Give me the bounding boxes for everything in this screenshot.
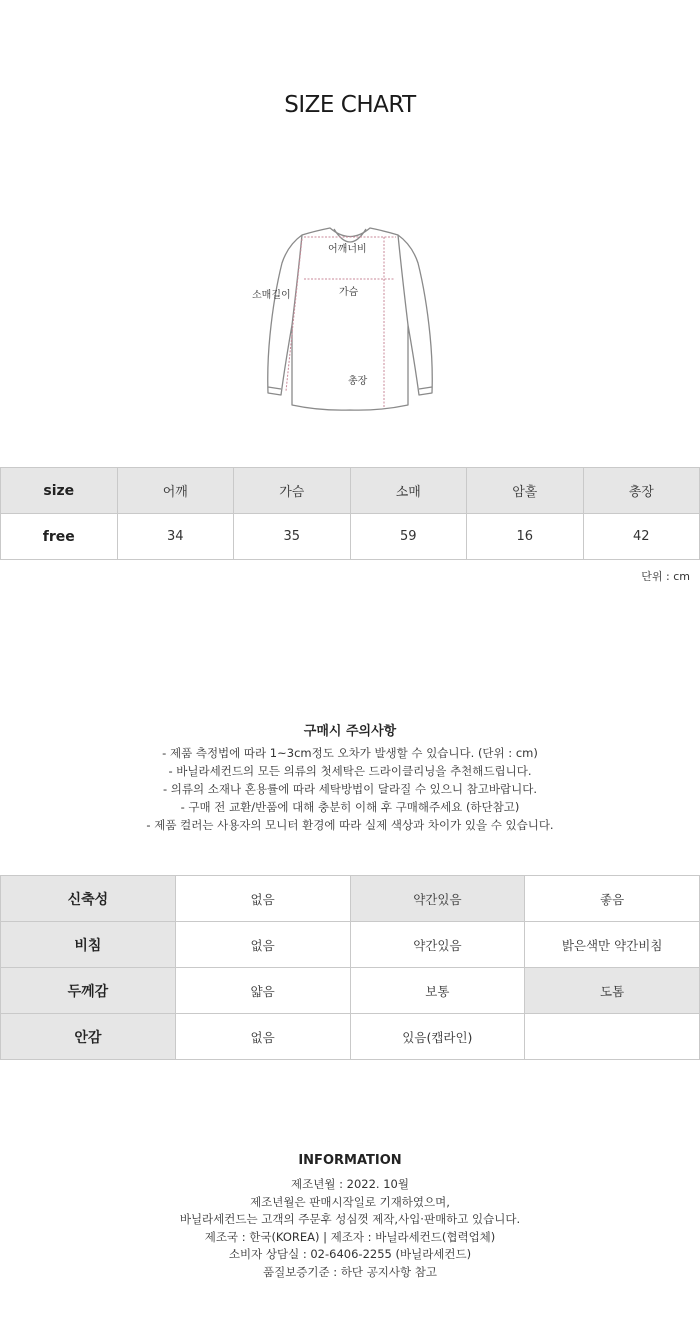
garment-diagram <box>240 215 460 415</box>
size-header-cell: 소매 <box>350 468 467 514</box>
shoulder-label: 어깨너비 <box>328 244 367 255</box>
fabric-option: 얇음 <box>175 968 350 1014</box>
list-item: 제조국 : 한국(KOREA) | 제조자 : 바닐라세컨드(협력업체) <box>204 1229 496 1244</box>
fabric-option <box>525 1014 700 1060</box>
fabric-option: 밝은색만 약간비침 <box>525 922 700 968</box>
size-cell: 34 <box>117 514 234 560</box>
size-table <box>0 467 700 560</box>
fabric-option: 약간있음 <box>350 922 525 968</box>
unit-note: 단위 : cm <box>641 570 690 583</box>
size-header-cell: 어깨 <box>117 468 234 514</box>
information-title: INFORMATION <box>298 1153 402 1168</box>
fabric-option-selected: 도톰 <box>525 968 700 1014</box>
fabric-table <box>0 875 700 1060</box>
size-table-header <box>1 468 700 514</box>
table-row <box>1 1014 700 1060</box>
fabric-option-selected: 약간있음 <box>350 876 525 922</box>
fabric-option: 없음 <box>175 922 350 968</box>
fabric-option: 없음 <box>175 876 350 922</box>
sleeve-label: 소매길이 <box>252 290 291 301</box>
list-item: 소비자 상담실 : 02-6406-2255 (바닐라세컨드) <box>228 1247 472 1261</box>
fabric-option: 좋음 <box>525 876 700 922</box>
size-header-cell: 가슴 <box>234 468 351 514</box>
list-item: - 의류의 소재나 혼용률에 따라 세탁방법이 달라질 수 있으니 참고바랍니다. <box>163 782 537 796</box>
size-cell: 59 <box>350 514 467 560</box>
fabric-option: 보통 <box>350 968 525 1014</box>
list-item: - 바닐라세컨드의 모든 의류의 첫세탁은 드라이클리닝을 추천해드립니다. <box>168 764 532 778</box>
size-cell: 42 <box>583 514 700 560</box>
size-header-cell: 암홀 <box>467 468 584 514</box>
fabric-option: 있음(캡라인) <box>350 1014 525 1060</box>
page-title: SIZE CHART <box>284 92 416 118</box>
fabric-row-label: 신축성 <box>1 876 176 922</box>
chest-label: 가슴 <box>339 287 359 298</box>
list-item: - 제품 컬러는 사용자의 모니터 환경에 따라 실제 색상과 차이가 있을 수 있습니다. <box>146 818 554 832</box>
notice-title: 구매시 주의사항 <box>303 724 397 739</box>
size-cell: 35 <box>234 514 351 560</box>
information-list <box>0 1176 700 1281</box>
fabric-option: 없음 <box>175 1014 350 1060</box>
size-header-cell: size <box>1 468 118 514</box>
table-row <box>1 514 700 560</box>
list-item: 제조년월은 판매시작일로 기재하였으며, <box>250 1194 450 1209</box>
size-cell: 16 <box>467 514 584 560</box>
table-row <box>1 968 700 1014</box>
size-cell: free <box>1 514 118 560</box>
table-row <box>1 876 700 922</box>
table-row <box>1 922 700 968</box>
fabric-row-label: 두께감 <box>1 968 176 1014</box>
notice-list <box>0 744 700 834</box>
size-header-cell: 총장 <box>583 468 700 514</box>
fabric-row-label: 안감 <box>1 1014 176 1060</box>
length-label: 총장 <box>348 376 368 387</box>
list-item: - 제품 측정법에 따라 1~3cm정도 오차가 발생할 수 있습니다. (단위 : cm) <box>162 746 538 760</box>
list-item: - 구매 전 교환/반품에 대해 충분히 이해 후 구매해주세요 (하단참고) <box>180 800 520 814</box>
fabric-row-label: 비침 <box>1 922 176 968</box>
list-item: 품질보증기준 : 하단 공지사항 참고 <box>262 1264 438 1279</box>
list-item: 바닐라세컨드는 고객의 주문후 성심껏 제작,사입·판매하고 있습니다. <box>179 1212 521 1226</box>
list-item: 제조년월 : 2022. 10월 <box>291 1177 409 1191</box>
